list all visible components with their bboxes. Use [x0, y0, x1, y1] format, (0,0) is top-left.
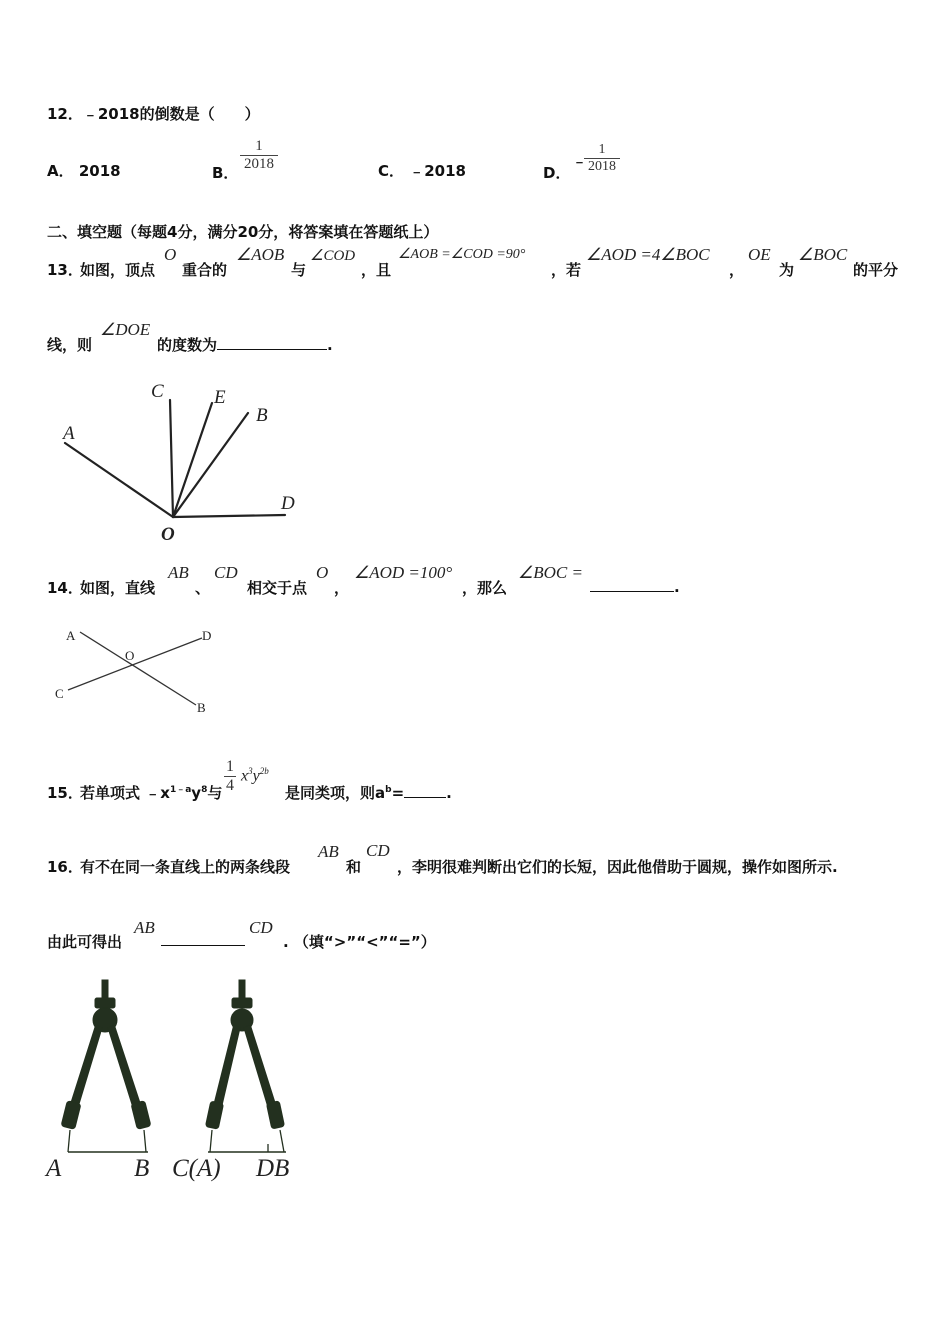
answer-blank[interactable]: [217, 335, 327, 350]
q14-number: 14．: [47, 579, 83, 597]
q14-text-2: 、: [195, 579, 211, 597]
exponent: b: [385, 785, 392, 795]
q16-math-ab-2: AB: [134, 918, 155, 937]
q16-line2-text-1: 由此可得出: [47, 933, 123, 951]
label-d: D: [202, 628, 212, 643]
q14-text-5: ，那么: [462, 579, 508, 597]
q13-math-oe: OE: [748, 245, 771, 264]
ray-oc: [170, 400, 173, 517]
q13-line2-text-2: [157, 334, 333, 355]
q13-math-cod: ∠COD: [310, 248, 356, 264]
q14-math-o: O: [316, 563, 329, 582]
q12-option-c: [378, 160, 466, 181]
q16-compass-figure: [40, 972, 310, 1187]
exponent: 3: [248, 766, 253, 776]
q15-text-1: [80, 782, 222, 803]
q16-text-3: ，李明很难判断出它们的长短，因此他借助于圆规，操作如图所示.: [397, 858, 838, 876]
q15-end: .: [446, 784, 452, 802]
option-value: 2018: [78, 162, 121, 180]
q13-text-1: 如图，顶点: [80, 261, 156, 279]
q13-text-4: ，且: [361, 261, 392, 279]
q13-number: 13．: [47, 261, 83, 279]
q13-angle-figure: [55, 375, 315, 545]
q13-text-2: 重合的: [182, 261, 228, 279]
q12-number: 12．: [47, 105, 83, 123]
q12-stem: [47, 103, 260, 124]
q13-text-8: 的平分: [853, 261, 899, 279]
q15-fraction: [224, 758, 236, 795]
label-b: B: [197, 700, 206, 715]
fraction-numerator: 1: [255, 138, 263, 154]
q15-eq: =: [391, 784, 405, 802]
fraction-denominator: 2018: [584, 158, 620, 175]
fraction-denominator: 2018: [240, 155, 278, 173]
label-c: C: [55, 686, 64, 701]
q14-text-3: 相交于点: [247, 579, 308, 597]
q16-text-2: 和: [346, 858, 362, 876]
q16-answer-blank-wrap: [161, 931, 245, 950]
q13-math-boc: ∠BOC: [798, 245, 848, 264]
label-a: A: [46, 1155, 62, 1182]
q15-with: 与: [207, 784, 223, 802]
q15-monomial-2: [241, 766, 269, 785]
option-label: A．: [47, 162, 74, 180]
ray-ob: [173, 413, 248, 517]
label-o: O: [161, 524, 175, 545]
exponent: 2b: [259, 766, 269, 776]
q13-end: .: [327, 336, 333, 354]
option-label: C．: [378, 162, 405, 180]
ray-oa: [65, 443, 173, 517]
compass-right-icon: [205, 980, 284, 1129]
q13-math-aod: ∠AOD =4∠BOC: [586, 245, 710, 264]
q16-math-cd-2: CD: [249, 918, 273, 937]
label-a: A: [63, 423, 75, 444]
q13-text-3: 与: [291, 261, 307, 279]
var-y: y: [252, 767, 260, 785]
answer-blank[interactable]: [161, 931, 245, 946]
q16-text-1: 有不在同一条直线上的两条线段: [80, 858, 291, 876]
q15-text-2: [285, 782, 452, 803]
var-x: x: [241, 767, 249, 785]
q15-lead: 若单项式: [80, 784, 141, 802]
q16-math-cd: CD: [366, 841, 390, 860]
q13-text-6: ，: [729, 261, 745, 279]
q14-text-4: ，: [334, 579, 350, 597]
compass-left-icon: [61, 980, 151, 1129]
label-a: A: [66, 628, 76, 643]
q15-y1: y: [191, 784, 202, 802]
q12-text: ﹣2018的倒数是（ ）: [82, 105, 260, 123]
q13-math-aob: ∠AOB: [236, 245, 285, 264]
q14-math-ab: AB: [168, 563, 189, 582]
label-b: B: [256, 405, 268, 426]
q12-option-d-label: D．: [543, 164, 571, 182]
q14-answer-line: [590, 577, 680, 596]
label-d: D: [281, 493, 295, 514]
q16-math-ab: AB: [318, 842, 339, 861]
q15-expr1: ﹣x: [145, 784, 170, 802]
line-ab: [80, 632, 196, 705]
label-c: C: [151, 381, 164, 402]
q14-end: .: [674, 578, 680, 596]
ray-oe: [173, 403, 212, 517]
q13-math-equal: ∠AOB =∠COD =90°: [398, 247, 526, 262]
line-cd: [68, 638, 202, 690]
q12-option-b-fraction: [240, 138, 278, 173]
q14-math-cd: CD: [214, 563, 238, 582]
q13-line2-label: 的度数为: [157, 336, 218, 354]
fraction-numerator: 1: [598, 142, 606, 157]
q14-math-boc: ∠BOC =: [518, 563, 583, 582]
fraction-numerator: 1: [226, 758, 234, 775]
label-d-b: DB: [256, 1155, 290, 1182]
q14-text-1: 如图，直线: [80, 579, 156, 597]
q13-math-doe: ∠DOE: [100, 320, 151, 339]
q13-text-7: 为: [779, 261, 795, 279]
answer-blank[interactable]: [590, 577, 674, 592]
answer-blank[interactable]: [404, 783, 446, 798]
q12-option-d-fraction: [584, 142, 620, 175]
label-o: O: [125, 648, 135, 663]
q15-tail: 是同类项，则a: [285, 784, 386, 802]
exponent: 1﹣a: [169, 785, 192, 795]
q13-line2-text-1: 线，则: [47, 336, 93, 354]
q16-number: 16．: [47, 858, 83, 876]
q12-option-b-label: B．: [212, 164, 239, 182]
exponent: 8: [201, 785, 208, 795]
label-e: E: [214, 387, 226, 408]
section-title: 二、填空题（每题4分，满分20分，将答案填在答题纸上）: [47, 223, 439, 241]
q15-number: 15．: [47, 784, 83, 802]
q12-option-d-sign: ﹣: [572, 152, 588, 170]
ray-od: [173, 515, 285, 517]
option-value: ﹣2018: [409, 162, 466, 180]
label-c-a: C(A): [172, 1155, 221, 1182]
fraction-denominator: 4: [226, 777, 234, 794]
label-b: B: [134, 1155, 150, 1182]
q16-line2-text-2: . （填“>”“<”“=”）: [283, 933, 436, 951]
q12-option-a: [47, 160, 121, 181]
q13-text-5: ，若: [551, 261, 582, 279]
q14-lines-figure: [50, 620, 225, 720]
q13-math-o: O: [164, 245, 177, 264]
q14-math-aod: ∠AOD =100°: [354, 563, 453, 582]
